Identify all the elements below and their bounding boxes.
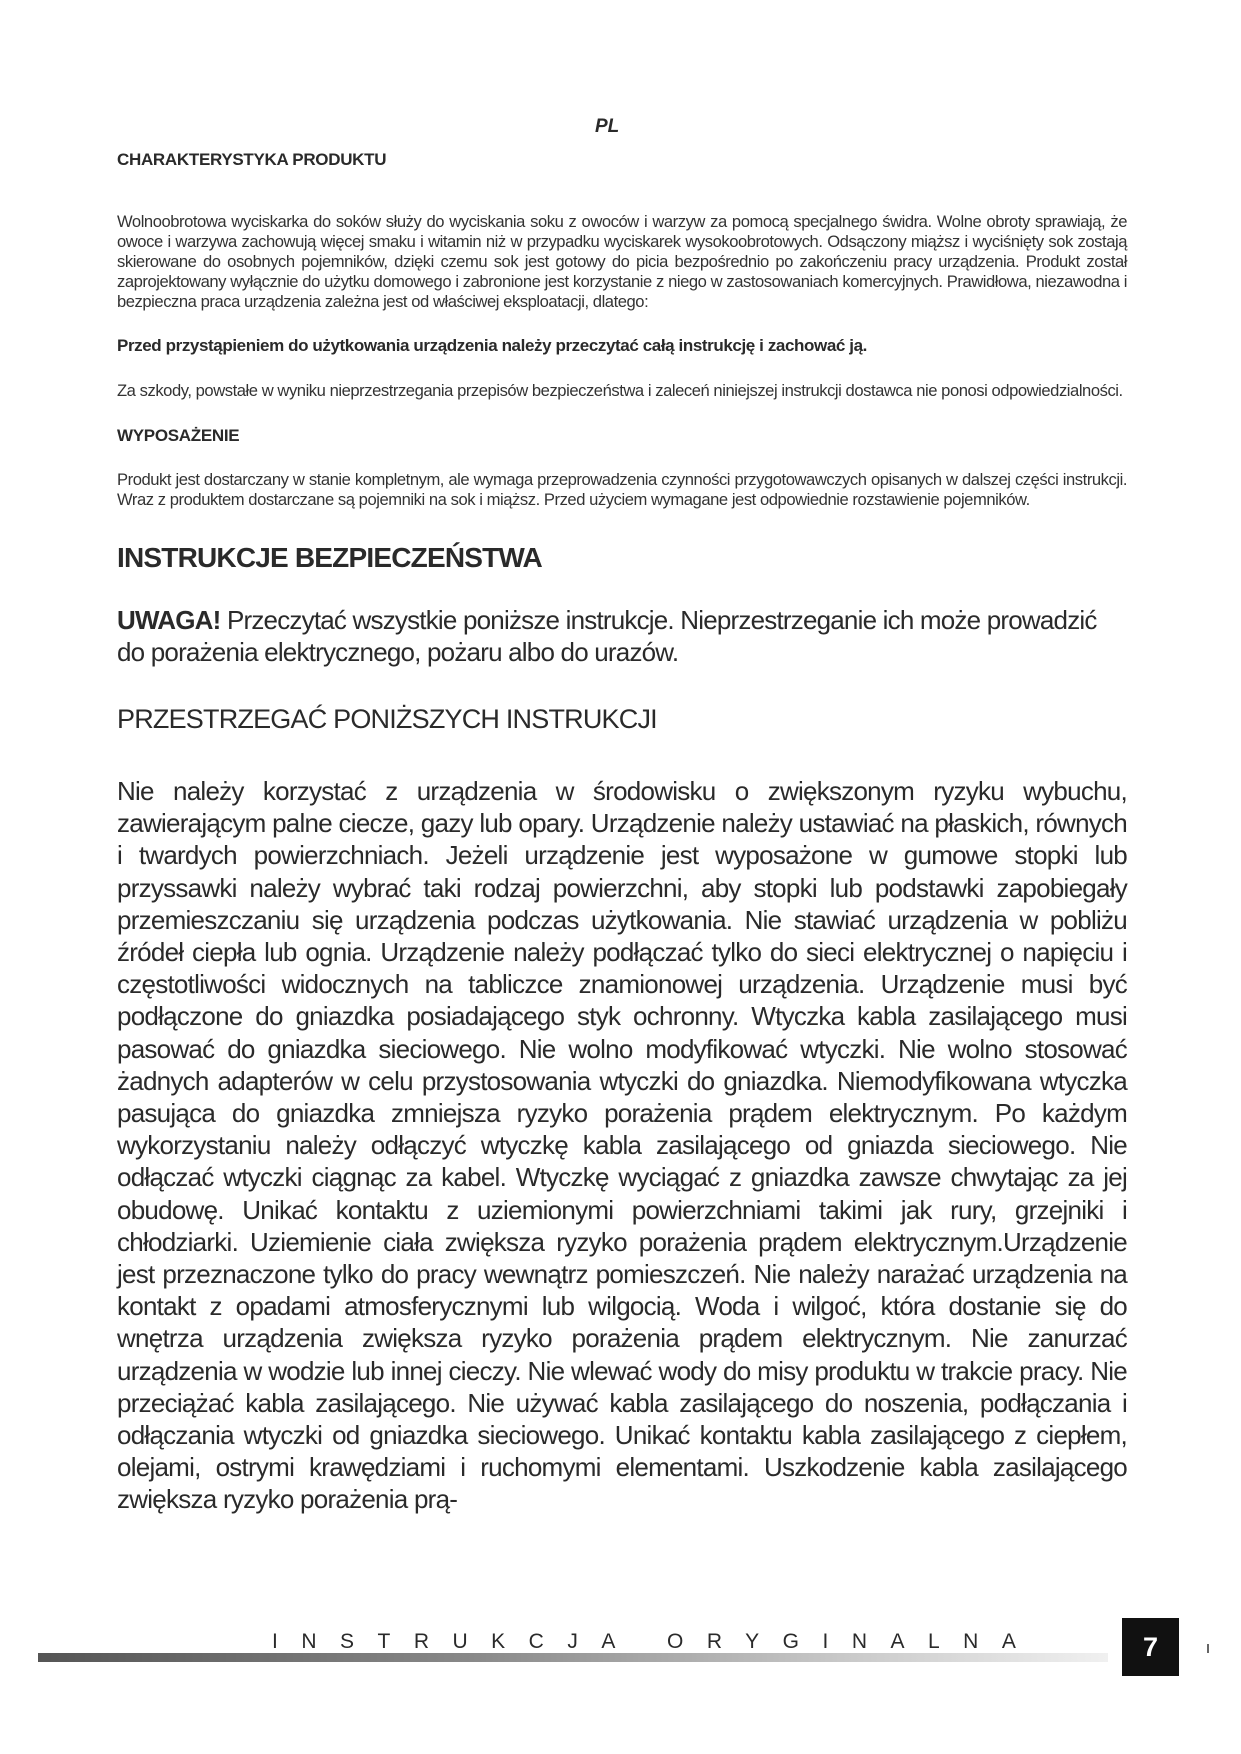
product-description: Wolnoobrotowa wyciskarka do soków służy do wyciskania soku z owoców i warzyw za pomocą specjalnego świdra. Wolne obroty sprawiają, że owoce i warzywa zachowują więcej smaku i witamin niż w przypadku wyciskarek wysokoobrotowych. Odsączony miąższ i wyciśnięty sok zostają skierowane do osobnych pojemników, dzięki czemu sok jest gotowy do picia bezpośrednio po zakończeniu pracy urządzenia. Produkt został zaprojektowany wyłącznie do użytku domowego i zabronione jest korzystanie z niego w zastosowaniach komercyjnych. Prawidłowa, niezawodna i bezpieczna praca urządzenia zależna jest od właściwej eksploatacji, dlatego:	[117, 212, 1127, 311]
warning-label: UWAGA!	[117, 605, 221, 635]
safety-body-text: Nie należy korzystać z urządzenia w środowisku o zwiększonym ryzyku wybuchu, zawierającym palne ciecze, gazy lub opary. Urządzenie należy ustawiać na płaskich, równych i twardych powierzchniach. Jeżeli urządzenie jest wyposażone w gumowe stopki lub przyssawki należy wybrać taki rodzaj powierzchni, aby stopki lub podstawki zapobiegały przemieszczaniu się urządzenia podczas użytkowania. Nie stawiać urządzenia w pobliżu źródeł ciepła lub ognia. Urządzenie należy podłączać tylko do sieci elektrycznej o napięciu i częstotliwości widocznych na tabliczce znamionowej urządzenia. Urządzenie musi być podłączone do gniazdka posiadającego styk ochronny. Wtyczka kabla zasilającego musi pasować do gniazdka sieciowego. Nie wolno modyfikować wtyczki. Nie wolno stosować żadnych adapterów w celu przystosowania wtyczki do gniazdka. Niemodyfikowana wtyczka pasująca do gniazdka zmniejsza ryzyko porażenia prądem elektrycznym. Po każdym wykorzystaniu należy odłączyć wtyczkę kabla zasilającego od gniazda sieciowego. Nie odłączać wtyczki ciągnąc za kabel. Wtyczkę wyciągać z gniazdka zawsze chwytając za jej obudowę. Unikać kontaktu z uziemionymi powierzchniami takimi jak rury, grzejniki i chłodziarki. Uziemienie ciała zwiększa ryzyko porażenia prądem elektrycznym.Urządzenie jest przeznaczone tylko do pracy wewnątrz pomieszczeń. Nie należy narażać urządzenia na kontakt z opadami atmosferycznymi lub wilgocią. Woda i wilgoć, która dostanie się do wnętrza urządzenia zwiększa ryzyko porażenia prądem elektrycznym. Nie zanurzać urządzenia w wodzie lub innej cieczy. Nie wlewać wody do misy produktu w trakcie pracy. Nie przeciążać kabla zasilającego. Nie używać kabla zasilającego do noszenia, podłączania i odłączania wtyczki od gniazdka sieciowego. Unikać kontaktu kabla zasilającego z ciepłem, olejami, ostrymi krawędziami i ruchomymi elementami. Uszkodzenie kabla zasilającego zwiększa ryzyko porażenia prą-	[117, 776, 1127, 1515]
equipment-heading: WYPOSAŻENIE	[117, 426, 240, 445]
follow-instructions-subheading: PRZESTRZEGAĆ PONIŻSZYCH INSTRUKCJI	[117, 704, 657, 734]
safety-instructions-heading: INSTRUKCJE BEZPIECZEŃSTWA	[117, 542, 542, 573]
edge-tick-mark	[1207, 1644, 1209, 1653]
read-manual-note: Przed przystąpieniem do użytkowania urządzenia należy przeczytać całą instrukcję i zachować ją.	[117, 336, 867, 355]
footer-label: INSTRUKCJA ORYGINALNA	[272, 1630, 1040, 1653]
warning-text: Przeczytać wszystkie poniższe instrukcje. Nieprzestrzeganie ich może prowadzić do porażenia elektrycznego, pożaru albo do urazów.	[117, 605, 1097, 667]
footer-gradient-bar	[38, 1653, 1108, 1662]
page-number: 7	[1122, 1618, 1179, 1676]
product-characteristics-heading: CHARAKTERYSTYKA PRODUKTU	[117, 150, 387, 169]
page-content	[117, 150, 1127, 1516]
warning-paragraph	[117, 604, 1127, 668]
equipment-description: Produkt jest dostarczany w stanie kompletnym, ale wymaga przeprowadzenia czynności przygotowawczych opisanych w dalszej części instrukcji. Wraz z produktem dostarczane są pojemniki na sok i miąższ. Przed użyciem wymagane jest odpowiednie rozstawienie pojemników.	[117, 470, 1127, 509]
liability-disclaimer: Za szkody, powstałe w wyniku nieprzestrzegania przepisów bezpieczeństwa i zaleceń niniejszej instrukcji dostawca nie ponosi odpowiedzialności.	[117, 381, 1123, 400]
language-code: PL	[595, 116, 620, 137]
